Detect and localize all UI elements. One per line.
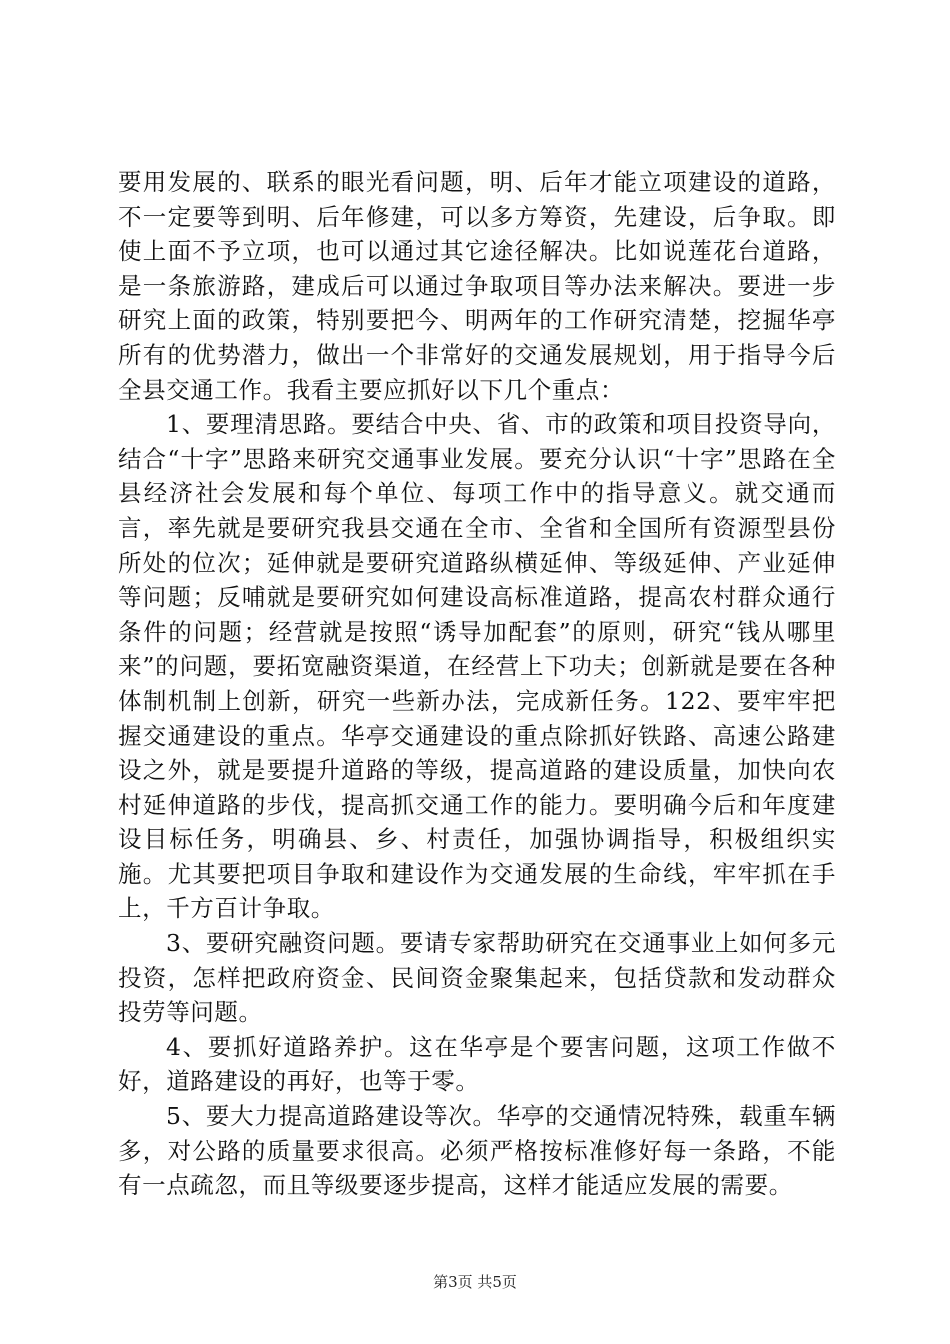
- paragraph-1: 要用发展的、联系的眼光看问题，明、后年才能立项建设的道路，不一定要等到明、后年修建，可以多方筹资，先建设，后争取。即使上面不予立项，也可以通过其它途径解决。比如说莲花台道路，是一条旅游路，建成后可以通过争取项目等办法来解决。要进一步研究上面的政策，特别要把今、明两年的工作研究清楚，挖掘华亭所有的优势潜力，做出一个非常好的交通发展规划，用于指导今后全县交通工作。我看主要应抓好以下几个重点：: [118, 168, 836, 404]
- paragraph-4: 4、要抓好道路养护。这在华亭是个要害问题，这项工作做不好，道路建设的再好，也等于零。: [118, 1032, 836, 1096]
- page-number: 第3页 共5页: [433, 1273, 517, 1291]
- page-footer: [0, 1272, 950, 1292]
- paragraph-3: 3、要研究融资问题。要请专家帮助研究在交通事业上如何多元投资，怎样把政府资金、民间资金聚集起来，包括贷款和发动群众投劳等问题。: [118, 929, 836, 1027]
- paragraph-2: 1、要理清思路。要结合中央、省、市的政策和项目投资导向，结合“十字”思路来研究交通事业发展。要充分认识“十字”思路在全县经济社会发展和每个单位、每项工作中的指导意义。就交通而言，率先就是要研究我县交通在全市、全省和全国所有资源型县份所处的位次；延伸就是要研究道路纵横延伸、等级延伸、产业延伸等问题；反哺就是要研究如何建设高标准道路，提高农村群众通行条件的问题；经营就是按照“诱导加配套”的原则，研究“钱从哪里来”的问题，要拓宽融资渠道，在经营上下功夫；创新就是要在各种体制机制上创新，研究一些新办法，完成新任务。122、要牢牢把握交通建设的重点。华亭交通建设的重点除抓好铁路、高速公路建设之外，就是要提升道路的等级，提高道路的建设质量，加快向农村延伸道路的步伐，提高抓交通工作的能力。要明确今后和年度建设目标任务，明确县、乡、村责任，加强协调指导，积极组织实施。尤其要把项目争取和建设作为交通发展的生命线，牢牢抓在手上，千方百计争取。: [118, 410, 836, 923]
- paragraph-5: 5、要大力提高道路建设等次。华亭的交通情况特殊，载重车辆多，对公路的质量要求很高。必须严格按标准修好每一条路，不能有一点疏忽，而且等级要逐步提高，这样才能适应发展的需要。: [118, 1102, 836, 1200]
- body-text: [118, 165, 836, 1203]
